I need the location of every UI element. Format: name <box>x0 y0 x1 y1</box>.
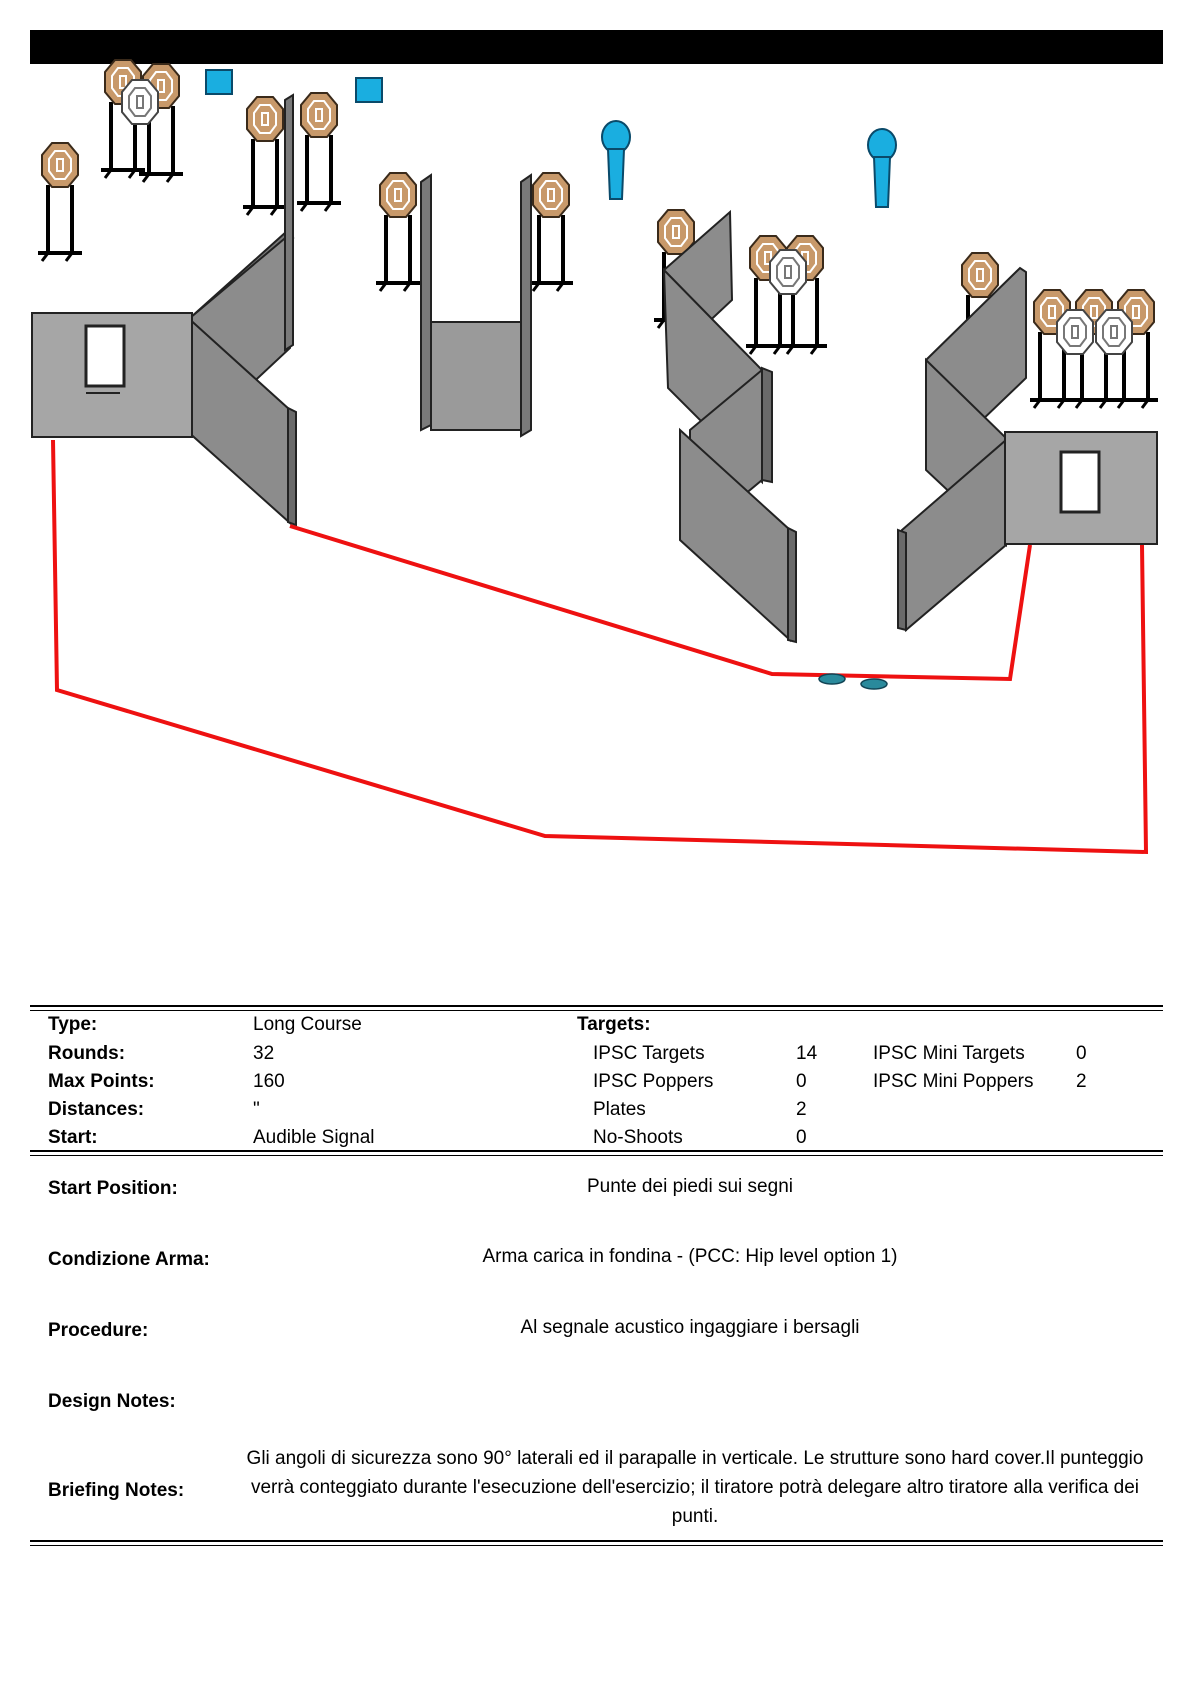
no-shoot-2 <box>770 250 806 294</box>
targets-label: Targets: <box>577 1014 651 1035</box>
no-shoot-4 <box>1096 310 1132 354</box>
max-points-label: Max Points: <box>48 1071 155 1092</box>
table-mid-rule <box>30 1150 1163 1152</box>
procedure-label: Procedure: <box>48 1320 149 1341</box>
window-left <box>86 326 124 386</box>
ipsc-target-5 <box>297 93 341 211</box>
ipsc-target-6 <box>376 173 420 291</box>
condizione-arma-label: Condizione Arma: <box>48 1249 210 1270</box>
ipsc-mini-poppers-label: IPSC Mini Poppers <box>873 1071 1034 1092</box>
ipsc-target-4 <box>243 97 287 215</box>
summary-table <box>30 1012 1163 1152</box>
type-value: Long Course <box>253 1014 362 1035</box>
table-bottom-rule-2 <box>30 1545 1163 1546</box>
ipsc-targets-label: IPSC Targets <box>593 1043 705 1064</box>
start-mark-2 <box>861 679 887 689</box>
plate-2 <box>356 78 382 102</box>
start-position-label: Start Position: <box>48 1178 178 1199</box>
ipsc-mini-poppers-value: 2 <box>1076 1071 1087 1092</box>
center-port-structure <box>421 175 531 436</box>
header-bar <box>30 30 1163 64</box>
ipsc-poppers-value: 0 <box>796 1071 807 1092</box>
start-position-value: Punte dei piedi sui segni <box>587 1176 793 1197</box>
procedure-value: Al segnale acustico ingaggiare i bersagli <box>520 1317 860 1338</box>
plate-1 <box>206 70 232 94</box>
table-bottom-rule <box>30 1540 1163 1542</box>
popper-1 <box>602 121 630 199</box>
plates-value: 2 <box>796 1099 807 1120</box>
design-notes-label: Design Notes: <box>48 1391 176 1412</box>
no-shoots-value: 0 <box>796 1127 807 1148</box>
rounds-label: Rounds: <box>48 1043 126 1064</box>
ipsc-target-7 <box>529 173 573 291</box>
ipsc-mini-targets-value: 0 <box>1076 1043 1087 1064</box>
rounds-value: 32 <box>253 1043 275 1064</box>
start-value: Audible Signal <box>253 1127 375 1148</box>
start-mark-1 <box>819 674 845 684</box>
no-shoot-1 <box>122 80 158 124</box>
start-label: Start: <box>48 1127 98 1148</box>
popper-2 <box>868 129 896 207</box>
table-top-rule <box>30 1005 1163 1007</box>
ipsc-mini-targets-label: IPSC Mini Targets <box>873 1043 1025 1064</box>
no-shoots-label: No-Shoots <box>593 1127 683 1148</box>
table-mid-rule-2 <box>30 1155 1163 1156</box>
briefing-notes-value: Gli angoli di sicurezza sono 90° laterali ed il parapalle in verticale. Le strutture sono hard cover.Il punteggio verrà conteggiato durante l'esecuzione dell'esercizio; il tiratore potrà delegare altro tiratore alla verifica dei punti. <box>246 1448 1144 1527</box>
no-shoot-3 <box>1057 310 1093 354</box>
table-top-rule-2 <box>30 1010 1163 1011</box>
briefing-notes-label: Briefing Notes: <box>48 1480 185 1501</box>
type-label: Type: <box>48 1014 98 1035</box>
window-right <box>1061 452 1099 512</box>
ipsc-targets-value: 14 <box>796 1043 818 1064</box>
wall-left-group <box>186 95 296 525</box>
plates-label: Plates <box>593 1099 646 1120</box>
ipsc-poppers-label: IPSC Poppers <box>593 1071 714 1092</box>
distances-value: " <box>253 1099 260 1120</box>
distances-label: Distances: <box>48 1099 145 1120</box>
max-points-value: 160 <box>253 1071 285 1092</box>
ipsc-target-1 <box>38 143 82 261</box>
condizione-arma-value: Arma carica in fondina - (PCC: Hip level option 1) <box>482 1246 898 1267</box>
